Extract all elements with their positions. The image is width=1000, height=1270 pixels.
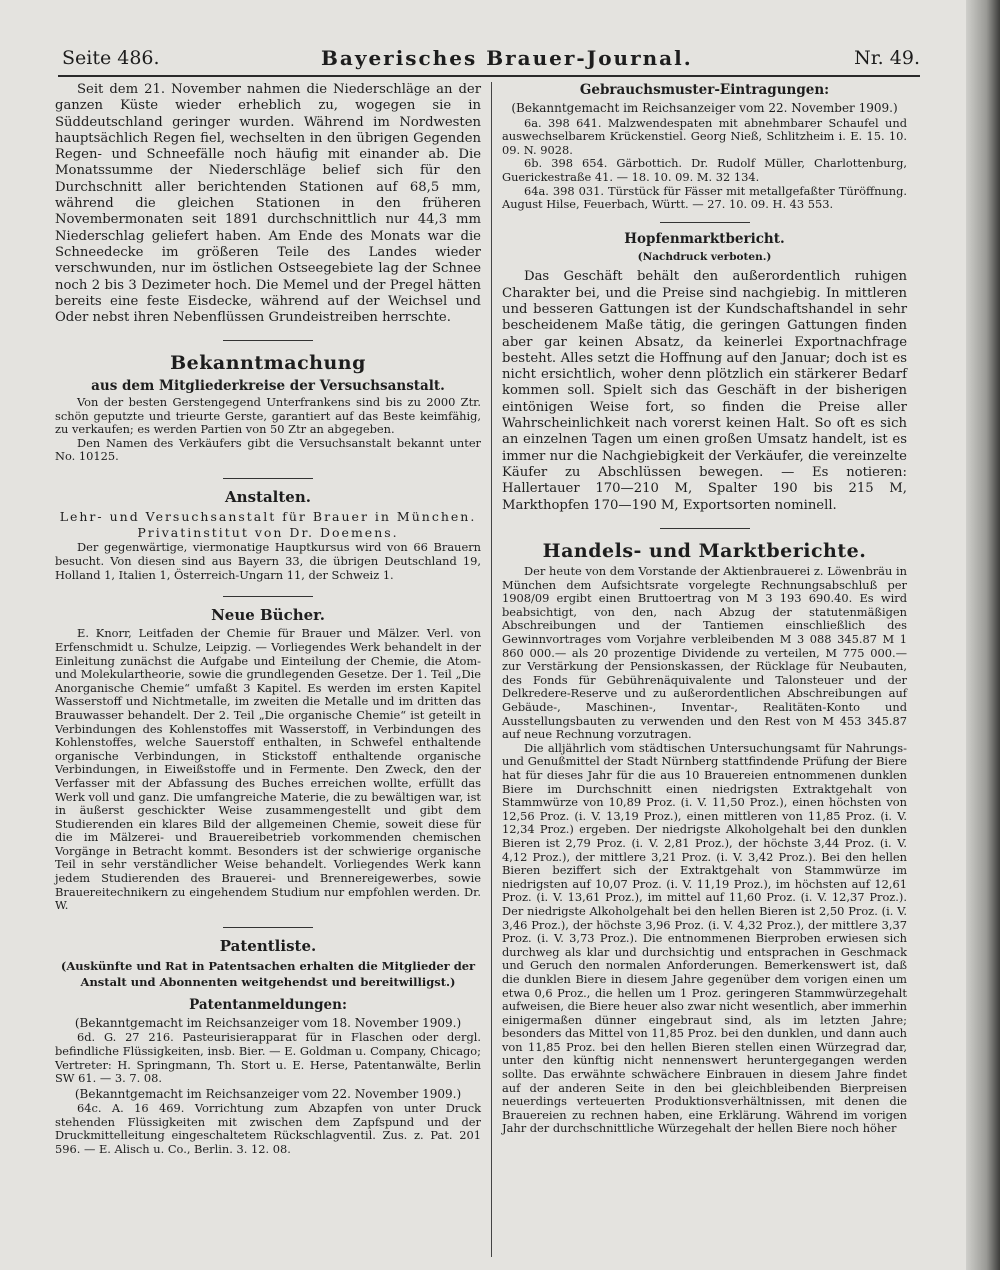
anstalten-subtitle: Lehr- und Versuchsanstalt für Brauer in München. Privatinstitut von Dr. Doemens. xyxy=(59,509,477,541)
section-divider xyxy=(223,340,313,341)
hopfenmarkt-paragraph: Das Geschäft behält den außerordentlich ruhigen Charakter bei, und die Preise sind nachgiebig. In mittleren und besseren Gattungen ist der Kundschaftshandel in sehr bescheidenem Maße tätig, die geringen Gattungen finden aber gar keinen Absatz, da keinerlei Exportnachfrage besteht. Alles setzt die Hoffnung auf den Januar; doch ist es nicht ersichtlich, woher denn plötzlich ein stärkerer Bedarf kommen soll. Spielt sich das Geschäft in der bisherigen eintönigen Weise fort, so finden die Preise aller Wahrscheinlichkeit nach vorerst keinen Halt. So oft es sich an einzelnen Tagen um einen großen Umsatz handelt, ist es immer nur die Nachgiebigkeit der Verkäufer, die vereinzelte Käufer zu Abschlüssen bewegen. — Es notieren: Hallertauer 170—210 M, Spalter 190 bis 215 M, Markthopfen 170—190 M, Exportsorten nominell. xyxy=(502,269,907,513)
column-separator xyxy=(491,82,492,1257)
weather-paragraph: Seit dem 21. November nahmen die Niederschläge an der ganzen Küste wieder erheblich zu, wogegen sie in Süddeutschland geringer wurden. Während im Nordwesten hauptsächlich Regen fiel, wechselten in den übrigen Gegenden Regen- und Schneefälle noch häufig mit einander ab. Die Monatssumme der Niederschläge belief sich für den Durchschnitt aller berichtenden Stationen auf 68,5 mm, während die gleichen Stationen in den früheren Novembermonaten seit 1891 durchschnittlich nur 44,3 mm Niederschlag geliefert haben. Am Ende des Monats war die Schneedecke im größeren Teile des Landes wieder verschwunden, nur im östlichen Ostseegebiete lag der Schnee noch 2 bis 3 Dezimeter hoch. Die Memel und der Pregel hätten bereits eine feste Eisdecke, während auf der Weichsel und Oder nebst ihren Nebenflüssen Grundeistreiben herrschte. xyxy=(55,82,481,326)
gebrauchsmuster-entry-2: 6b. 398 654. Gärbottich. Dr. Rudolf Müller, Charlottenburg, Guerickestraße 41. — 18. 10. 09. M. 32 134. xyxy=(502,156,907,184)
gebrauchsmuster-title: Gebrauchsmuster-Eintragungen: xyxy=(579,82,830,98)
patent-entry-2: 64c. A. 16 469. Vorrichtung zum Abzapfen von unter Druck stehenden Flüssigkeiten mit zwischen dem Zapfspund und der Druckmittelleitung eingeschaltetem Rückschlagventil. Zus. z. Pat. 201 596. — E. Alisch u. Co., Berlin. 3. 12. 08. xyxy=(55,1101,481,1156)
anstalten-paragraph: Der gegenwärtige, viermonatige Hauptkursus wird von 66 Brauern besucht. Von diesen sind aus Bayern 33, die übrigen Deutschland 19, Holland 1, Italien 1, Österreich-Ungarn 11, der Schweiz 1. xyxy=(55,540,481,582)
section-divider xyxy=(660,528,750,529)
right-column xyxy=(502,82,907,1136)
page-edge-shadow xyxy=(966,0,1000,1270)
patent-bekanntgemacht-2: (Bekanntgemacht im Reichsanzeiger vom 22. November 1909.) xyxy=(74,1086,462,1101)
handelsberichte-paragraph: Der heute von dem Vorstande der Aktienbrauerei z. Löwenbräu in München dem Aufsichtsrate vorgelegte Rechnungsabschluß per 1908/09 ergibt einen Bruttoertrag von M 3 193 690.40. Es wird beabsichtigt, von den, nach Abzug der statutenmäßigen Abschreibungen und der Tantiemen einschließlich des Gewinnvortrages vom Vorjahre verbleibenden M 3 088 345.87 M 1 860 000.— als 20 prozentige Dividende zu verteilen, M 775 000.— zur Verstärkung der Pensionskassen, der Rücklage für Neubauten, des Fonds für Gebührenäquivalente und Talonsteuer und der Delkredere-Reserve und zu außerordentlichen Abschreibungen auf Gebäude-, Maschinen-, Inventar-, Realitäten-Konto und Ausstellungsbauten zu verwenden und den Rest von M 453 345.87 auf neue Rechnung vorzutragen. xyxy=(502,564,907,742)
handelsberichte-title: Handels- und Marktberichte. xyxy=(542,539,867,562)
page-header xyxy=(62,38,920,78)
left-column xyxy=(55,82,481,1156)
hopfenmarkt-title: Hopfenmarktbericht. xyxy=(624,230,785,247)
issue-number: Nr. 49. xyxy=(854,47,920,69)
section-divider xyxy=(660,222,750,223)
page-number: Seite 486. xyxy=(62,47,160,69)
patentanmeldungen-heading: Patentanmeldungen: xyxy=(189,996,347,1013)
gebrauchsmuster-entry: 6a. 398 641. Malzwendespaten mit abnehmbarer Schaufel und auswechselbarem Krückenstiel. Georg Nieß, Schlitzheim i. E. 15. 10. 09. N. 9028. xyxy=(502,115,907,157)
journal-title: Bayerisches Brauer-Journal. xyxy=(320,46,693,70)
bekanntmachung-subtitle: aus dem Mitgliederkreise der Versuchsanstalt. xyxy=(91,377,445,394)
buecher-paragraph: E. Knorr, Leitfaden der Chemie für Brauer und Mälzer. Verl. von Erfenschmidt u. Schulze, Leipzig. — Vorliegendes Werk behandelt in der Einleitung zunächst die Aufgabe und Einteilung der Chemie, die Atom- und Molekulartheorie, sowie die grundlegenden Gesetze. Der 1. Teil „Die Anorganische Chemie“ umfaßt 3 Kapitel. Es werden im ersten Kapitel Wasserstoff und Nichtmetalle, im zweiten die Metalle und im dritten das Brauwasser behandelt. Der 2. Teil „Die organische Chemie“ ist geteilt in Verbindungen des Kohlenstoffes mit Wasserstoff, in Verbindungen des Kohlenstoffes, welche Sauerstoff enthalten, in Schwefel enthaltende organische Verbindungen, in Stickstoff enthaltende organische Verbindungen, in Eiweißstoffe und in Fermente. Den Zweck, den der Verfasser mit der Abfassung des Buches erreichen wollte, erfüllt das Werk voll und ganz. Die umfangreiche Materie, die zu bewältigen war, ist in äußerst geschickter Weise zusammengestellt und gibt dem Studierenden ein klares Bild der allgemeinen Chemie, soweit diese für die im Mälzerei- und Brauereibetrieb vorkommenden chemischen Vorgänge in Betracht kommt. Besonders ist der schwierige organische Teil in sehr verständlicher Weise behandelt. Vorliegendes Werk kann jedem Studierenden des Brauerei- und Brennereigewerbes, sowie Brauereitechnikern zu eingehendem Studium nur empfohlen werden. Dr. W. xyxy=(55,626,481,913)
patentliste-title: Patentliste. xyxy=(219,936,317,955)
gebrauchsmuster-bekanntgemacht: (Bekanntgemacht im Reichsanzeiger vom 22. November 1909.) xyxy=(511,101,898,116)
bekanntmachung-paragraph-2: Den Namen des Verkäufers gibt die Versuchsanstalt bekannt unter No. 10125. xyxy=(55,435,481,464)
section-divider xyxy=(223,927,313,928)
bekanntmachung-paragraph: Von der besten Gerstengegend Unterfrankens sind bis zu 2000 Ztr. schön geputzte und trieurte Gerste, garantiert auf das Beste keimfähig, zu verkaufen; es werden Partien von 50 Ztr an abgegeben. xyxy=(55,395,481,437)
patent-bekanntgemacht-1: (Bekanntgemacht im Reichsanzeiger vom 18. November 1909.) xyxy=(74,1016,462,1031)
section-divider xyxy=(223,596,313,597)
buecher-title: Neue Bücher. xyxy=(211,606,325,625)
gebrauchsmuster-entry-3: 64a. 398 031. Türstück für Fässer mit metallgefaßter Türöffnung. August Hilse, Feuerbach, Württ. — 27. 10. 09. H. 43 553. xyxy=(502,183,907,212)
header-rule xyxy=(58,75,920,77)
handelsberichte-paragraph-2: Die alljährlich vom städtischen Untersuchungsamt für Nahrungs- und Genußmittel der Stadt Nürnberg stattfindende Prüfung der Biere hat für dieses Jahr für die aus 10 Brauereien entnommenen dunklen Biere im Durchschnitt einen niedrigsten Extraktgehalt von Stammwürze von 10,89 Proz. (i. V. 11,50 Proz.), einen höchsten von 12,56 Proz. (i. V. 13,19 Proz.), einen mittleren von 11,85 Proz. (i. V. 12,34 Proz.) ergeben. Der niedrigste Alkoholgehalt bei den dunklen Bieren ist 2,79 Proz. (i. V. 2,81 Proz.), der höchste 3,44 Proz. (i. V. 4,12 Proz.), der mittlere 3,21 Proz. (i. V. 3,42 Proz.). Bei den hellen Bieren beziffert sich der Extraktgehalt von Stammwürze im niedrigsten auf 10,07 Proz. (i. V. 11,19 Proz.), im höchsten auf 12,61 Proz. (i. V. 13,61 Proz.), im mittel auf 11,60 Proz. (i. V. 12,37 Proz.). Der niedrigste Alkoholgehalt bei den hellen Bieren ist 2,50 Proz. (i. V. 3,46 Proz.), der höchste 3,96 Proz. (i. V. 4,32 Proz.), der mittlere 3,37 Proz. (i. V. 3,73 Proz.). Die entnommenen Bierproben erwiesen sich durchweg als klar und durchsichtig und entsprachen in Geschmack und Geruch den normalen Anforderungen. Bemerkenswert ist, daß die dunklen Biere in diesem Jahre gegenüber dem vorigen einen um etwa 0,6 Proz., die hellen um 1 Proz. geringeren Stammwürzegehalt aufweisen, die Biere heuer also zwar nicht wesentlich, aber immerhin einigermaßen dünner eingebraut sind, als im letzten Jahre; besonders das Mittel von 11,85 Proz. bei den dunklen, und dann auch von 11,85 Proz. bei den hellen Bieren stellen einen Würzegrad dar, unter den künftig nicht nennenswert heruntergegangen werden sollte. Das erwähnte schwächere Einbrauen in diesem Jahre findet auf der anderen Seite in den bei gleichbleibenden Bierpreisen neuerdings verteuerten Produktionsverhältnissen, mit denen die Brauereien zu rechnen haben, eine Erklärung. Während im vorigen Jahr der durchschnittliche Würzegehalt der hellen Biere noch höher xyxy=(502,740,907,1136)
hopfenmarkt-note: (Nachdruck verboten.) xyxy=(637,251,772,264)
section-divider xyxy=(223,478,313,479)
anstalten-title: Anstalten. xyxy=(225,488,311,507)
patent-entry: 6d. G. 27 216. Pasteurisierapparat für in Flaschen oder dergl. befindliche Flüssigkeiten, insb. Bier. — E. Goldman u. Company, Chicago; Vertreter: H. Springmann, Th. Stort u. E. Herse, Patentanwälte, Berlin SW 61. — 3. 7. 08. xyxy=(55,1030,481,1086)
patentliste-note: (Auskünfte und Rat in Patentsachen erhalten die Mitglieder der Anstalt und Abonnenten weitgehendst und bereitwilligst.) xyxy=(60,959,476,990)
bekanntmachung-title: Bekanntmachung xyxy=(170,352,366,375)
